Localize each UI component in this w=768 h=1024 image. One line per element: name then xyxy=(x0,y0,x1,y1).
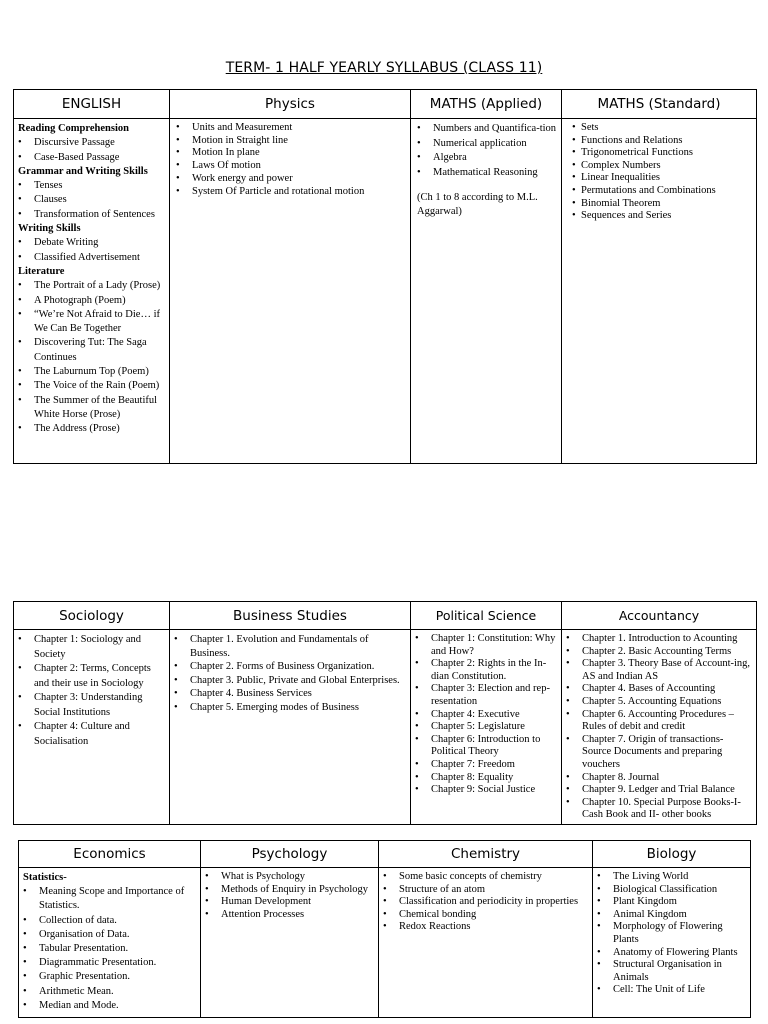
business-topic: • Chapter 1. Evolution and Fundamentals of Business. xyxy=(174,633,406,660)
business-topic: • Chapter 3. Public, Private and Global Enterprises. xyxy=(174,674,406,688)
maths-applied-topic: • Algebra xyxy=(417,151,557,165)
biology-topic: • The Living World xyxy=(597,871,746,884)
biology-topic: • Plant Kingdom xyxy=(597,896,746,909)
accountancy-cell xyxy=(562,630,757,825)
english-topic: • Debate Writing xyxy=(18,236,165,250)
accountancy-topic: • Chapter 3. Theory Base of Account-ing, AS and Indian AS xyxy=(566,658,752,683)
english-topic: • Discursive Passage xyxy=(18,136,165,150)
header-accountancy: Accountancy xyxy=(562,602,757,630)
economics-list xyxy=(23,885,196,1013)
header-maths-applied: MATHS (Applied) xyxy=(411,90,562,119)
political-topic: • Chapter 5: Legislature xyxy=(415,721,557,734)
physics-topic: • Motion In plane xyxy=(176,147,406,160)
economics-cell xyxy=(19,868,201,1018)
business-cell xyxy=(170,630,411,825)
maths-applied-topic: • Numerical application xyxy=(417,137,557,151)
english-section-heading: Grammar and Writing Skills xyxy=(18,165,148,177)
chemistry-cell xyxy=(379,868,593,1018)
psychology-cell xyxy=(201,868,379,1018)
economics-topic: • Arithmetic Mean. xyxy=(23,985,196,999)
sociology-topic: • Chapter 4: Culture and Socialisation xyxy=(18,720,165,749)
physics-topic: • System Of Particle and rotational motion xyxy=(176,186,406,199)
accountancy-topic: • Chapter 1. Introduction to Acounting xyxy=(566,633,752,646)
political-topic: • Chapter 9: Social Justice xyxy=(415,784,557,797)
header-political-science: Political Science xyxy=(411,602,562,630)
maths-standard-topic: • Sets xyxy=(572,122,752,135)
biology-topic: • Animal Kingdom xyxy=(597,909,746,922)
accountancy-topic: • Chapter 4. Bases of Accounting xyxy=(566,683,752,696)
biology-cell xyxy=(593,868,751,1018)
political-topic: • Chapter 3: Election and rep-resentation xyxy=(415,683,557,708)
header-english: ENGLISH xyxy=(14,90,170,119)
chemistry-topic: • Structure of an atom xyxy=(383,884,588,897)
syllabus-table-2 xyxy=(13,601,757,825)
maths-applied-list xyxy=(417,122,557,179)
psychology-list xyxy=(205,871,374,921)
economics-topic: • Tabular Presentation. xyxy=(23,942,196,956)
header-economics: Economics xyxy=(19,841,201,868)
accountancy-list xyxy=(566,633,752,822)
economics-heading: Statistics- xyxy=(23,872,67,883)
english-topic: • Discovering Tut: The Saga Continues xyxy=(18,336,165,365)
page-title: TERM- 1 HALF YEARLY SYLLABUS (CLASS 11) xyxy=(225,60,543,76)
political-cell xyxy=(411,630,562,825)
economics-topic: • Organisation of Data. xyxy=(23,928,196,942)
english-cell xyxy=(14,119,170,464)
accountancy-topic: • Chapter 8. Journal xyxy=(566,772,752,785)
political-topic: • Chapter 2: Rights in the In-dian Constitution. xyxy=(415,658,557,683)
english-topic: • The Laburnum Top (Poem) xyxy=(18,365,165,379)
maths-standard-topic: • Binomial Theorem xyxy=(572,198,752,211)
biology-topic: • Structural Organisation in Animals xyxy=(597,959,746,984)
political-topic: • Chapter 8: Equality xyxy=(415,772,557,785)
business-topic: • Chapter 5. Emerging modes of Business xyxy=(174,701,406,715)
english-topic: • The Portrait of a Lady (Prose) xyxy=(18,279,165,293)
chemistry-topic: • Chemical bonding xyxy=(383,909,588,922)
business-topic: • Chapter 2. Forms of Business Organization. xyxy=(174,660,406,674)
header-physics: Physics xyxy=(170,90,411,119)
psychology-topic: • Attention Processes xyxy=(205,909,374,922)
biology-topic: • Anatomy of Flowering Plants xyxy=(597,947,746,960)
english-list xyxy=(18,122,165,437)
maths-applied-topic: • Numbers and Quantifica-tion xyxy=(417,122,557,136)
accountancy-topic: • Chapter 5. Accounting Equations xyxy=(566,696,752,709)
english-topic: • Case-Based Passage xyxy=(18,151,165,165)
english-topic: • The Voice of the Rain (Poem) xyxy=(18,379,165,393)
maths-standard-topic: • Linear Inequalities xyxy=(572,172,752,185)
maths-applied-cell xyxy=(411,119,562,464)
header-psychology: Psychology xyxy=(201,841,379,868)
english-section-heading: Literature xyxy=(18,265,65,277)
header-business-studies: Business Studies xyxy=(170,602,411,630)
biology-topic: • Cell: The Unit of Life xyxy=(597,984,746,997)
maths-applied-topic: • Mathematical Reasoning xyxy=(417,166,557,180)
english-section-heading: Writing Skills xyxy=(18,223,81,235)
maths-standard-topic: • Sequences and Series xyxy=(572,210,752,223)
accountancy-topic: • Chapter 2. Basic Accounting Terms xyxy=(566,646,752,659)
syllabus-table-3 xyxy=(18,840,751,1018)
english-topic: • Transformation of Sentences xyxy=(18,208,165,222)
business-list xyxy=(174,633,406,714)
political-list xyxy=(415,633,557,797)
maths-applied-note: (Ch 1 to 8 according to M.L. Aggarwal) xyxy=(417,192,538,217)
chemistry-topic: • Classification and periodicity in properties xyxy=(383,896,588,909)
accountancy-topic: • Chapter 6. Accounting Procedures – Rules of debit and credit xyxy=(566,709,752,734)
accountancy-topic: • Chapter 10. Special Purpose Books-I-Cash Book and II- other books xyxy=(566,797,752,822)
physics-list xyxy=(176,122,406,198)
header-sociology: Sociology xyxy=(14,602,170,630)
political-topic: • Chapter 1: Constitution: Why and How? xyxy=(415,633,557,658)
chemistry-topic: • Some basic concepts of chemistry xyxy=(383,871,588,884)
biology-topic: • Biological Classification xyxy=(597,884,746,897)
sociology-cell xyxy=(14,630,170,825)
economics-topic: • Median and Mode. xyxy=(23,999,196,1013)
header-maths-standard: MATHS (Standard) xyxy=(562,90,757,119)
chemistry-list xyxy=(383,871,588,934)
sociology-topic: • Chapter 2: Terms, Concepts and their use in Sociology xyxy=(18,662,165,691)
business-topic: • Chapter 4. Business Services xyxy=(174,687,406,701)
english-topic: • A Photograph (Poem) xyxy=(18,294,165,308)
economics-topic: • Collection of data. xyxy=(23,914,196,928)
political-topic: • Chapter 6: Introduction to Political Theory xyxy=(415,734,557,759)
accountancy-topic: • Chapter 7. Origin of transactions-Source Documents and preparing vouchers xyxy=(566,734,752,772)
english-topic: • Classified Advertisement xyxy=(18,251,165,265)
physics-topic: • Laws Of motion xyxy=(176,160,406,173)
maths-standard-list xyxy=(572,122,752,223)
english-topic: • The Address (Prose) xyxy=(18,422,165,436)
psychology-topic: • Methods of Enquiry in Psychology xyxy=(205,884,374,897)
maths-standard-topic: • Functions and Relations xyxy=(572,135,752,148)
biology-topic: • Morphology of Flowering Plants xyxy=(597,921,746,946)
physics-cell xyxy=(170,119,411,464)
physics-topic: • Motion in Straight line xyxy=(176,135,406,148)
physics-topic: • Units and Measurement xyxy=(176,122,406,135)
maths-standard-topic: • Complex Numbers xyxy=(572,160,752,173)
psychology-topic: • Human Development xyxy=(205,896,374,909)
psychology-topic: • What is Psychology xyxy=(205,871,374,884)
maths-standard-topic: • Permutations and Combinations xyxy=(572,185,752,198)
english-topic: • Tenses xyxy=(18,179,165,193)
political-topic: • Chapter 7: Freedom xyxy=(415,759,557,772)
english-topic: • The Summer of the Beautiful White Horse (Prose) xyxy=(18,394,165,423)
english-topic: • Clauses xyxy=(18,193,165,207)
accountancy-topic: • Chapter 9. Ledger and Trial Balance xyxy=(566,784,752,797)
english-section-heading: Reading Comprehension xyxy=(18,123,129,134)
political-topic: • Chapter 4: Executive xyxy=(415,709,557,722)
header-biology: Biology xyxy=(593,841,751,868)
syllabus-table-1 xyxy=(13,89,757,464)
maths-standard-cell xyxy=(562,119,757,464)
chemistry-topic: • Redox Reactions xyxy=(383,921,588,934)
biology-list xyxy=(597,871,746,997)
sociology-topic: • Chapter 1: Sociology and Society xyxy=(18,633,165,662)
physics-topic: • Work energy and power xyxy=(176,173,406,186)
economics-topic: • Diagrammatic Presentation. xyxy=(23,956,196,970)
sociology-topic: • Chapter 3: Understanding Social Institutions xyxy=(18,691,165,720)
english-topic: • “We’re Not Afraid to Die… if We Can Be Together xyxy=(18,308,165,337)
header-chemistry: Chemistry xyxy=(379,841,593,868)
sociology-list xyxy=(18,633,165,749)
economics-topic: • Graphic Presentation. xyxy=(23,970,196,984)
maths-standard-topic: • Trigonometrical Functions xyxy=(572,147,752,160)
economics-topic: • Meaning Scope and Importance of Statistics. xyxy=(23,885,196,913)
